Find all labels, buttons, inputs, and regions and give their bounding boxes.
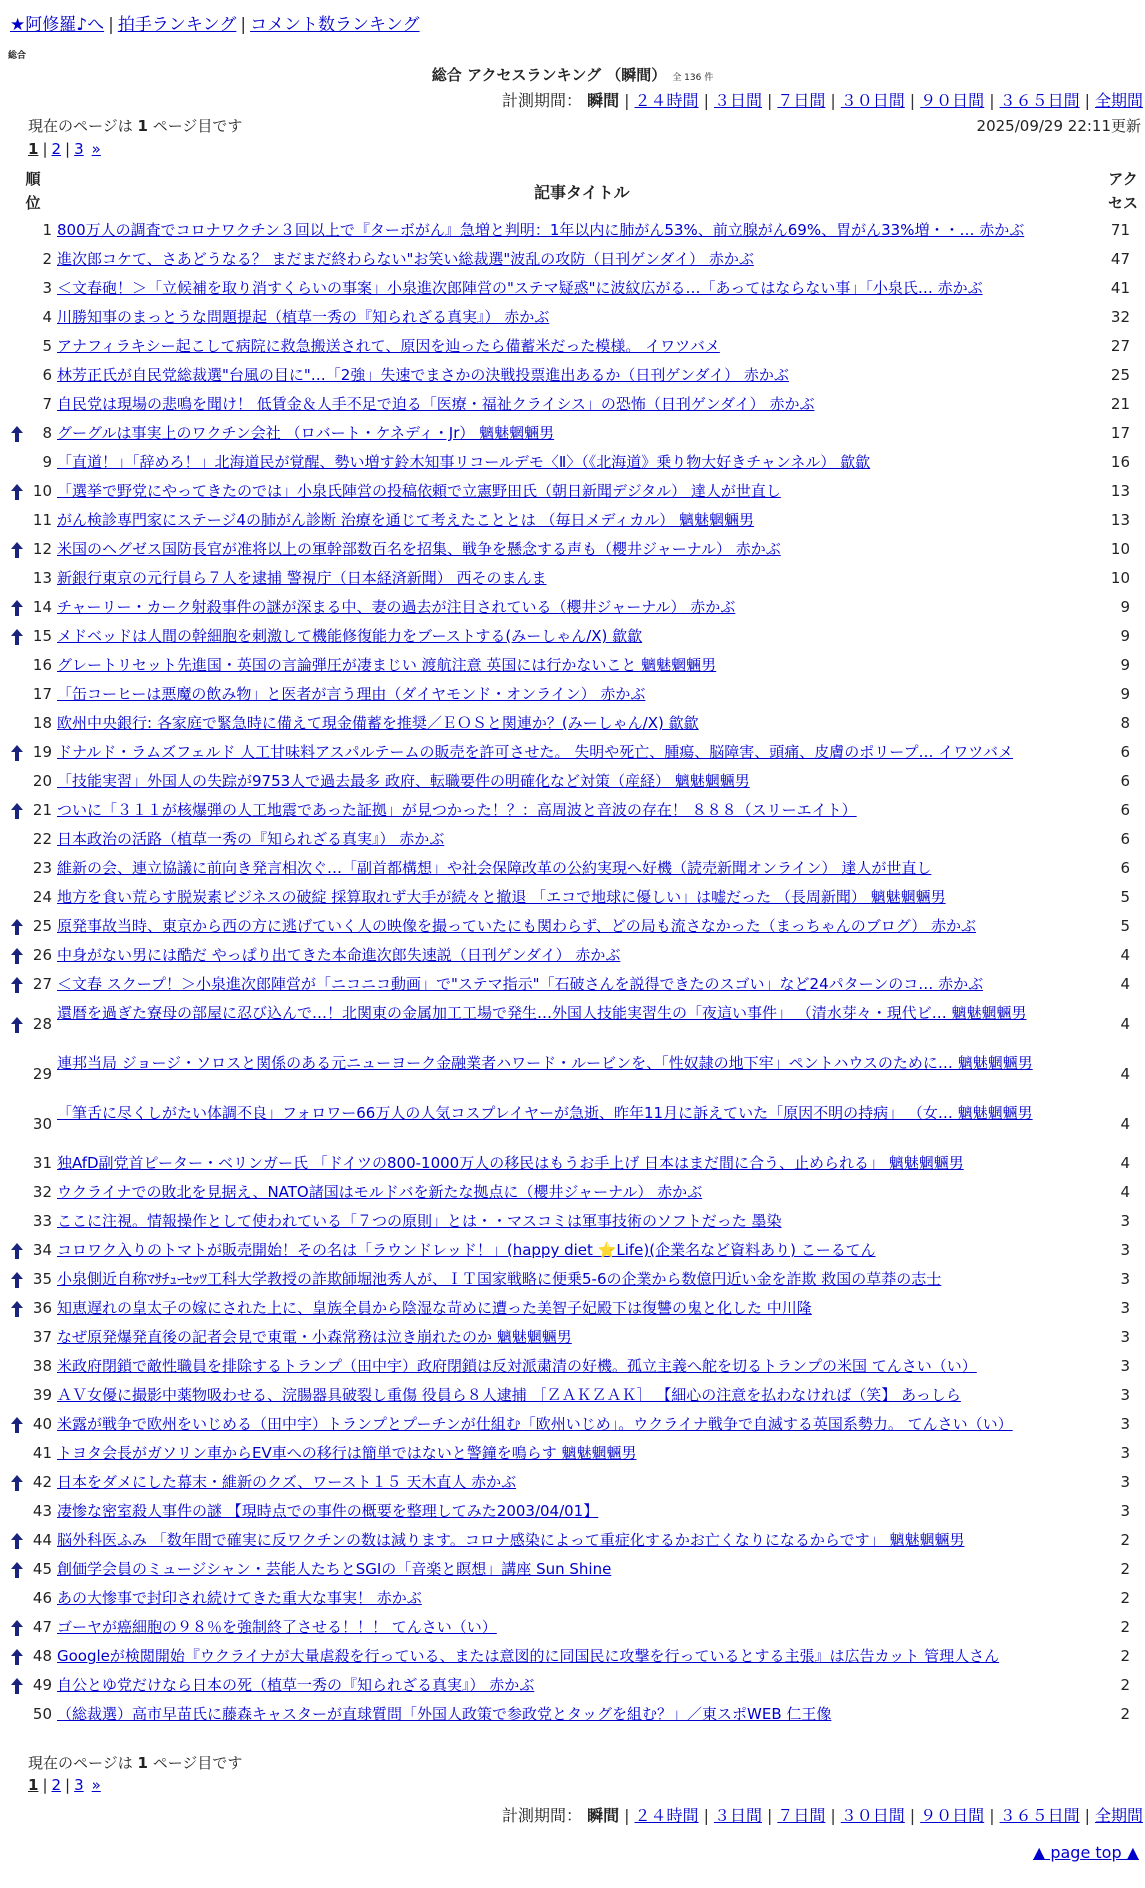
header-rank: 順 位 [25, 170, 41, 212]
access-count: 6 [1120, 743, 1130, 761]
rank-number: 43 [32, 1502, 52, 1520]
period-90d[interactable]: ９０日間 [920, 1806, 985, 1825]
access-count: 6 [1120, 772, 1130, 790]
page-top-link[interactable]: ▲ page top ▲ [1032, 1843, 1139, 1862]
rank-number: 15 [32, 627, 52, 645]
article-title-link[interactable]: 創価学会員のミュージシャン・芸能人たちとSGIの「音楽と瞑想」講座 Sun Shine [57, 1560, 612, 1578]
article-title-link[interactable]: ＜文春 スクープ！＞小泉進次郎陣営が「ニコニコ動画」で"ステマ指示"「石破さんを説得できたのスゴい」など24パターンのコ… 赤かぶ [57, 975, 984, 993]
period-all[interactable]: 全期間 [1094, 91, 1143, 110]
rank-number: 26 [32, 946, 52, 964]
rank-number: 8 [42, 424, 52, 442]
ranking-row [0, 1643, 1145, 1672]
page-1-current: 1 [28, 140, 39, 158]
page-1-current: 1 [28, 1776, 39, 1794]
ranking-row [0, 1672, 1145, 1701]
rank-number: 27 [32, 975, 52, 993]
access-count: 3 [1120, 1299, 1130, 1317]
access-count: 3 [1120, 1502, 1130, 1520]
page-title-block [0, 64, 1145, 85]
article-title-link[interactable]: ＜文春砲！＞「立候補を取り消すくらいの事案」小泉進次郎陣営の"ステマ疑惑"に波紋広がる…「あってはならない事」「小泉氏… 赤かぶ [57, 279, 983, 297]
ranking-row [0, 594, 1145, 623]
article-title-link[interactable]: あの大惨事で封印され続けてきた重大な事実！ 赤かぶ [57, 1589, 422, 1607]
period-30d[interactable]: ３０日間 [840, 91, 905, 110]
ranking-row [0, 275, 1145, 304]
ranking-row [0, 507, 1145, 536]
rank-number: 1 [42, 221, 52, 239]
article-title-link[interactable]: 独AfD副党首ピーター・ベリンガー氏 「ドイツの800-1000万人の移民はもうお手上げ 日本はまだ間に合う、止められる」 魑魅魍魎男 [57, 1154, 964, 1172]
rank-number: 45 [32, 1560, 52, 1578]
article-title-link[interactable]: 凄惨な密室殺人事件の謎 【現時点での事件の概要を整理してみた2003/04/01】 [57, 1502, 599, 1520]
ranking-row [0, 1324, 1145, 1353]
article-title-link[interactable]: アナフィラキシー起こして病院に救急搬送されて、原因を辿ったら備蓄米だった模様。 イワツバメ [57, 337, 720, 355]
article-title-link[interactable]: ＡＶ女優に撮影中薬物吸わせる、浣腸器具破裂し重傷 役員ら８人逮捕 ［ＺＡＫＺＡＫ］ 【細心の注意を払わなければ（笑】 あっしら [57, 1386, 961, 1404]
access-count: 2 [1120, 1705, 1130, 1723]
article-title-link[interactable]: 小泉側近自称ﾏｻﾁｭｰｾｯﾂ工科大学教授の詐欺師堀池秀人が、ＩＴ国家戦略に便乗5-6の企業から数億円近い金を詐欺 救国の草莽の志士 [57, 1270, 942, 1288]
article-title-link[interactable]: がん検診専門家にステージ4の肺がん診断 治療を通じて考えたこととは （毎日メディカル） 魑魅魍魎男 [57, 511, 755, 529]
period-365d[interactable]: ３６５日間 [999, 91, 1080, 110]
article-title-link[interactable]: 「筆舌に尽くしがたい体調不良」フォロワー66万人の人気コスプレイヤーが急逝、昨年11月に訴えていた「原因不明の持病」 （女… 魑魅魍魎男 [57, 1104, 1033, 1122]
period-24h[interactable]: ２４時間 [634, 91, 699, 110]
article-title-link[interactable]: 米露が戦争で欧州をいじめる（田中宇）トランプとプーチンが仕組む「欧州いじめ」。ウクライナ戦争で自滅する英国系勢力。 てんさい（い） [57, 1415, 1013, 1433]
access-count: 2 [1120, 1560, 1130, 1578]
article-title-link[interactable]: 連邦当局 ジョージ・ソロスと関係のある元ニューヨーク金融業者ハワード・ルービンを、「性奴隷の地下牢」ペントハウスのために… 魑魅魍魎男 [57, 1054, 1033, 1072]
article-title-link[interactable]: 進次郎コケて、さあどうなる？ まだまだ終わらない"お笑い総裁選"波乱の攻防（日刊ゲンダイ） 赤かぶ [57, 250, 754, 268]
period-30d[interactable]: ３０日間 [840, 1806, 905, 1825]
article-title-link[interactable]: 還暦を過ぎた寮母の部屋に忍び込んで…！北関東の金属加工工場で発生…外国人技能実習生の「夜這い事件」 （清水芽々・現代ビ… 魑魅魍魎男 [57, 1004, 1027, 1022]
article-title-link[interactable]: 自公とゆ党だけなら日本の死（植草一秀の『知られざる真実』） 赤かぶ [57, 1676, 535, 1694]
access-count: 4 [1120, 946, 1130, 964]
access-count: 3 [1120, 1473, 1130, 1491]
rank-number: 25 [32, 917, 52, 935]
article-title-link[interactable]: 維新の会、連立協議に前向き発言相次ぐ…「副首都構想」や社会保障改革の公約実現へ好機（読売新聞オンライン） 達人が世直し [57, 859, 932, 877]
link-comment-ranking[interactable]: コメント数ランキング [250, 15, 420, 35]
ranking-row [0, 1585, 1145, 1614]
rank-number: 12 [32, 540, 52, 558]
rank-number: 31 [32, 1154, 52, 1172]
ranking-row [0, 913, 1145, 942]
rank-number: 49 [32, 1676, 52, 1694]
rank-number: 20 [32, 772, 52, 790]
ranking-row [0, 971, 1145, 1000]
period-all[interactable]: 全期間 [1094, 1806, 1143, 1825]
period-90d[interactable]: ９０日間 [920, 91, 985, 110]
access-count: 3 [1120, 1386, 1130, 1404]
access-count: 3 [1120, 1357, 1130, 1375]
access-count: 5 [1120, 917, 1130, 935]
rank-number: 17 [32, 685, 52, 703]
access-count: 9 [1120, 685, 1130, 703]
rank-number: 34 [32, 1241, 52, 1259]
article-title-link[interactable]: 米国のヘグゼス国防長官が准将以上の軍幹部数百名を招集、戦争を懸念する声も（櫻井ジャーナル） 赤かぶ [57, 540, 781, 558]
period-current: 瞬間 [587, 91, 620, 110]
article-title-link[interactable]: 「缶コーヒーは悪魔の飲み物」と医者が言う理由（ダイヤモンド・オンライン） 赤かぶ [57, 685, 646, 703]
ranking-row [0, 1614, 1145, 1643]
period-7d[interactable]: ７日間 [777, 91, 826, 110]
page-2-link[interactable]: 2 [51, 140, 62, 158]
pager-bottom: 1 | 2 | 3 » [28, 1776, 101, 1794]
ranking-row [0, 826, 1145, 855]
article-title-link[interactable]: ドナルド・ラムズフェルド 人工甘味料アスパルテームの販売を許可させた。 失明や死亡、腫瘍、脳障害、頭痛、皮膚のポリープ… イワツバメ [57, 743, 1014, 761]
ranking-row [0, 1000, 1145, 1050]
page-title: 総合 アクセスランキング （瞬間） [431, 66, 667, 84]
ranking-row [0, 710, 1145, 739]
article-title-link[interactable]: 中身がない男には酷だ やっぱり出てきた本命進次郎失速説（日刊ゲンダイ） 赤かぶ [57, 946, 621, 964]
access-count: 2 [1120, 1531, 1130, 1549]
current-page-info-bottom: 現在のページは 1 ページ目です [28, 1754, 243, 1772]
ranking-row [0, 420, 1145, 449]
access-count: 4 [1120, 1065, 1130, 1083]
access-count: 6 [1120, 859, 1130, 877]
rank-number: 30 [32, 1115, 52, 1133]
rank-number: 47 [32, 1618, 52, 1636]
rank-number: 6 [42, 366, 52, 384]
article-title-link[interactable]: Googleが検閲開始『ウクライナが大量虐殺を行っている、または意図的に同国民に攻撃を行っているとする主張』は広告カット 管理人さん [57, 1647, 1000, 1665]
article-title-link[interactable]: グレートリセット先進国・英国の言論弾圧が凄まじい 渡航注意 英国には行かないこと 魑魅魍魎男 [57, 656, 717, 674]
access-count: 2 [1120, 1618, 1130, 1636]
article-title-link[interactable]: 「直道！」「辞めろ！」北海道民が覚醒、勢い増す鈴木知事リコールデモ〈Ⅱ〉（《北海道》乗り物大好きチャンネル） 歙歙 [57, 453, 871, 471]
access-count: 9 [1120, 598, 1130, 616]
rank-number: 13 [32, 569, 52, 587]
rank-number: 50 [32, 1705, 52, 1723]
rank-number: 37 [32, 1328, 52, 1346]
page-3-link[interactable]: 3 [74, 140, 84, 158]
article-title-link[interactable]: なぜ原発爆発直後の記者会見で東電・小森常務は泣き崩れたのか 魑魅魍魎男 [57, 1328, 572, 1346]
access-count: 4 [1120, 1183, 1130, 1201]
rank-number: 9 [42, 453, 52, 471]
access-count: 8 [1120, 714, 1130, 732]
article-title-link[interactable]: 林芳正氏が自民党総裁選"台風の目に"…「2強」失速でまさかの決戦投票進出あるか（日刊ゲンダイ） 赤かぶ [57, 366, 789, 384]
article-title-link[interactable]: トヨタ会長がガソリン車からEV車への移行は簡単ではないと警鐘を鳴らす 魑魅魍魎男 [57, 1444, 637, 1462]
ranking-row [0, 739, 1145, 768]
ranking-row [0, 1266, 1145, 1295]
ranking-row [0, 391, 1145, 420]
rank-number: 23 [32, 859, 52, 877]
rank-number: 4 [42, 308, 52, 326]
ranking-row [0, 449, 1145, 478]
period-label: 計測期間： [502, 1806, 583, 1825]
access-count: 16 [1110, 453, 1130, 471]
access-count: 13 [1110, 482, 1130, 500]
rank-number: 32 [32, 1183, 52, 1201]
access-count: 17 [1110, 424, 1130, 442]
next-page-link[interactable]: » [91, 1776, 101, 1794]
ranking-row [0, 1100, 1145, 1150]
ranking-row [0, 681, 1145, 710]
rank-number: 14 [32, 598, 52, 616]
ranking-row [0, 565, 1145, 594]
rank-number: 41 [32, 1444, 52, 1462]
ranking-row [0, 1440, 1145, 1469]
article-title-link[interactable]: 「技能実習」外国人の失踪が9753人で過去最多 政府、転職要件の明確化など対策（産経） 魑魅魍魎男 [57, 772, 750, 790]
header-access: アク セス [1107, 170, 1138, 212]
ranking-row [0, 1295, 1145, 1324]
access-count: 6 [1120, 801, 1130, 819]
rank-number: 46 [32, 1589, 52, 1607]
article-title-link[interactable]: （総裁選）高市早苗氏に藤森キャスターが直球質問「外国人政策で参政党とタッグを組む？」／東スポWEB 仁王像 [57, 1705, 832, 1723]
access-count: 9 [1120, 656, 1130, 674]
access-count: 2 [1120, 1676, 1130, 1694]
article-title-link[interactable]: 「選挙で野党にやってきたのでは」小泉氏陣営の投稿依頼で立憲野田氏（朝日新聞デジタル） 達人が世直し [57, 482, 781, 500]
article-title-link[interactable]: 自民党は現場の悲鳴を聞け！ 低賃金＆人手不足で迫る「医療・福祉クライシス」の恐怖（日刊ゲンダイ） 赤かぶ [57, 395, 815, 413]
rank-number: 40 [32, 1415, 52, 1433]
access-count: 9 [1120, 627, 1130, 645]
pager-top: 1 | 2 | 3 » [28, 140, 101, 158]
period-365d[interactable]: ３６５日間 [999, 1806, 1080, 1825]
article-title-link[interactable]: 800万人の調査でコロナワクチン３回以上で『ターボがん』急増と判明：1年以内に肺がん53%、前立腺がん69%、胃がん33%増・・… 赤かぶ [57, 221, 1025, 239]
ranking-row [0, 217, 1145, 246]
article-title-link[interactable]: ついに「３１１が核爆弾の人工地震であった証拠」が見つかった！？：高周波と音波の存在！ ８８８（スリーエイト） [57, 801, 857, 819]
access-count: 3 [1120, 1328, 1130, 1346]
rank-number: 11 [32, 511, 52, 529]
access-count: 4 [1120, 1154, 1130, 1172]
ranking-row [0, 304, 1145, 333]
article-title-link[interactable]: 脳外科医ふみ 「数年間で確実に反ワクチンの数は減ります。コロナ感染によって重症化するかお亡くなりになるからです」 魑魅魍魎男 [57, 1531, 965, 1549]
ranking-row [0, 1701, 1145, 1730]
ranking-row [0, 1498, 1145, 1527]
ranking-row [0, 536, 1145, 565]
period-3d[interactable]: ３日間 [713, 91, 762, 110]
access-count: 2 [1120, 1589, 1130, 1607]
period-3d[interactable]: ３日間 [713, 1806, 762, 1825]
rank-number: 39 [32, 1386, 52, 1404]
ranking-list [0, 217, 1145, 1730]
ranking-row [0, 1150, 1145, 1179]
rank-number: 36 [32, 1299, 52, 1317]
article-title-link[interactable]: グーグルは事実上のワクチン会社 （ロバート・ケネディ・Jr） 魑魅魍魎男 [57, 424, 555, 442]
ranking-row [0, 1469, 1145, 1498]
ranking-row [0, 1179, 1145, 1208]
ranking-row [0, 884, 1145, 913]
rank-number: 2 [42, 250, 52, 268]
ranking-row [0, 1527, 1145, 1556]
access-count: 25 [1110, 366, 1130, 384]
header-title: 記事タイトル [534, 183, 630, 202]
period-7d[interactable]: ７日間 [777, 1806, 826, 1825]
access-count: 2 [1120, 1647, 1130, 1665]
article-title-link[interactable]: 日本をダメにした幕末・維新のクズ、ワースト１５ 天木直人 赤かぶ [57, 1473, 517, 1491]
genre-label: 総合 [8, 51, 27, 61]
ranking-row [0, 623, 1145, 652]
access-count: 4 [1120, 1115, 1130, 1133]
separator: | [108, 15, 114, 35]
article-title-link[interactable]: 日本政治の活路（植草一秀の『知られざる真実』） 赤かぶ [57, 830, 445, 848]
access-count: 3 [1120, 1212, 1130, 1230]
access-count: 3 [1120, 1444, 1130, 1462]
access-count: 10 [1110, 540, 1130, 558]
access-count: 47 [1110, 250, 1130, 268]
access-count: 71 [1110, 221, 1130, 239]
rank-number: 7 [42, 395, 52, 413]
access-count: 13 [1110, 511, 1130, 529]
access-count: 3 [1120, 1241, 1130, 1259]
article-title-link[interactable]: 川勝知事のまっとうな問題提起（植草一秀の『知られざる真実』） 赤かぶ [57, 308, 550, 326]
ranking-row [0, 1208, 1145, 1237]
rank-number: 35 [32, 1270, 52, 1288]
next-page-link[interactable]: » [91, 140, 101, 158]
link-asyura-home[interactable]: ★阿修羅♪へ [10, 15, 105, 35]
article-title-link[interactable]: ウクライナでの敗北を見据え、NATO諸国はモルドバを新たな拠点に（櫻井ジャーナル） 赤かぶ [57, 1183, 703, 1201]
article-title-link[interactable]: メドベッドは人間の幹細胞を刺激して機能修復能力をブーストする(みーしゃん/X) 歙歙 [57, 627, 643, 645]
current-page-info: 現在のページは 1 ページ目です [28, 117, 243, 135]
article-title-link[interactable]: チャーリー・カーク射殺事件の謎が深まる中、妻の過去が注目されている（櫻井ジャーナル） 赤かぶ [57, 598, 736, 616]
rank-number: 29 [32, 1065, 52, 1083]
rank-number: 16 [32, 656, 52, 674]
ranking-row [0, 942, 1145, 971]
access-count: 5 [1120, 888, 1130, 906]
rank-number: 44 [32, 1531, 52, 1549]
separator: | [240, 15, 247, 35]
rank-number: 33 [32, 1212, 52, 1230]
period-label: 計測期間： [502, 91, 583, 110]
access-count: 41 [1110, 279, 1130, 297]
access-count: 3 [1120, 1415, 1130, 1433]
rank-number: 5 [42, 337, 52, 355]
ranking-row [0, 1050, 1145, 1100]
article-title-link[interactable]: 欧州中央銀行: 各家庭で緊急時に備えて現金備蓄を推奨／ＥＯＳと関連か？(みーしゃん/X) 歙歙 [57, 714, 699, 732]
period-current: 瞬間 [587, 1806, 620, 1825]
ranking-row [0, 1556, 1145, 1585]
access-count: 4 [1120, 975, 1130, 993]
ranking-row [0, 1237, 1145, 1266]
period-24h[interactable]: ２４時間 [634, 1806, 699, 1825]
article-title-link[interactable]: 知恵遅れの皇太子の嫁にされた上に、皇族全員から陰湿な苛めに遭った美智子妃殿下は復讐の鬼と化した 中川隆 [57, 1299, 812, 1317]
ranking-row [0, 855, 1145, 884]
ranking-row [0, 362, 1145, 391]
page-2-link[interactable]: 2 [51, 1776, 62, 1794]
access-count: 6 [1120, 830, 1130, 848]
ranking-row [0, 333, 1145, 362]
access-count: 3 [1120, 1270, 1130, 1288]
ranking-row [0, 1411, 1145, 1440]
rank-number: 10 [32, 482, 52, 500]
rank-number: 19 [32, 743, 52, 761]
rank-number: 18 [32, 714, 52, 732]
rank-number: 22 [32, 830, 52, 848]
article-title-link[interactable]: 地方を食い荒らす脱炭素ビジネスの破綻 採算取れず大手が続々と撤退 「エコで地球に優しい」は嘘だった （長周新聞） 魑魅魍魎男 [57, 888, 946, 906]
page-3-link[interactable]: 3 [74, 1776, 84, 1794]
rank-number: 3 [42, 279, 52, 297]
rank-number: 24 [32, 888, 52, 906]
ranking-row [0, 797, 1145, 826]
updated-time: 2025/09/29 22:11更新 [976, 117, 1141, 135]
ranking-row [0, 768, 1145, 797]
rank-number: 38 [32, 1357, 52, 1375]
ranking-row [0, 652, 1145, 681]
rank-number: 42 [32, 1473, 52, 1491]
access-count: 10 [1110, 569, 1130, 587]
access-count: 4 [1120, 1015, 1130, 1033]
top-links [10, 10, 420, 35]
article-title-link[interactable]: 原発事故当時、東京から西の方に逃げていく人の映像を撮っていたにも関わらず、どの局も流さなかった（まっちゃんのブログ） 赤かぶ [57, 917, 977, 935]
ranking-row [0, 246, 1145, 275]
period-selector-bottom: 計測期間： 瞬間 | ２４時間 | ３日間 | ７日間 | ３０日間 | ９０日間 | ３６５日間 | 全期間 [502, 1806, 1143, 1825]
article-title-link[interactable]: コロワク入りのトマトが販売開始！その名は「ラウンドレッド！」(happy diet ⭐Life)(企業名など資料あり) こーるてん [57, 1241, 876, 1259]
total-count: 全 136 件 [672, 73, 714, 83]
ranking-row [0, 1353, 1145, 1382]
rank-number: 21 [32, 801, 52, 819]
access-count: 32 [1110, 308, 1130, 326]
article-title-link[interactable]: 米政府閉鎖で敵性職員を排除するトランプ（田中宇）政府閉鎖は反対派粛清の好機。孤立主義へ舵を切るトランプの米国 てんさい（い） [57, 1357, 977, 1375]
period-selector-top: 計測期間： 瞬間 | ２４時間 | ３日間 | ７日間 | ３０日間 | ９０日間 | ３６５日間 | 全期間 [502, 91, 1143, 110]
ranking-row [0, 478, 1145, 507]
rank-number: 48 [32, 1647, 52, 1665]
access-count: 21 [1110, 395, 1130, 413]
article-title-link[interactable]: ゴーヤが癌細胞の９８％を強制終了させる！！！ てんさい（い） [57, 1618, 497, 1636]
article-title-link[interactable]: ここに注視。情報操作として使われている「７つの原則」とは・・マスコミは軍事技術のソフトだった 墨染 [57, 1212, 782, 1230]
ranking-row [0, 1382, 1145, 1411]
rank-number: 28 [32, 1015, 52, 1033]
article-title-link[interactable]: 新銀行東京の元行員ら７人を逮捕 警視庁（日本経済新聞） 西そのまんま [57, 569, 547, 587]
access-count: 27 [1110, 337, 1130, 355]
link-clap-ranking[interactable]: 拍手ランキング [117, 15, 237, 35]
